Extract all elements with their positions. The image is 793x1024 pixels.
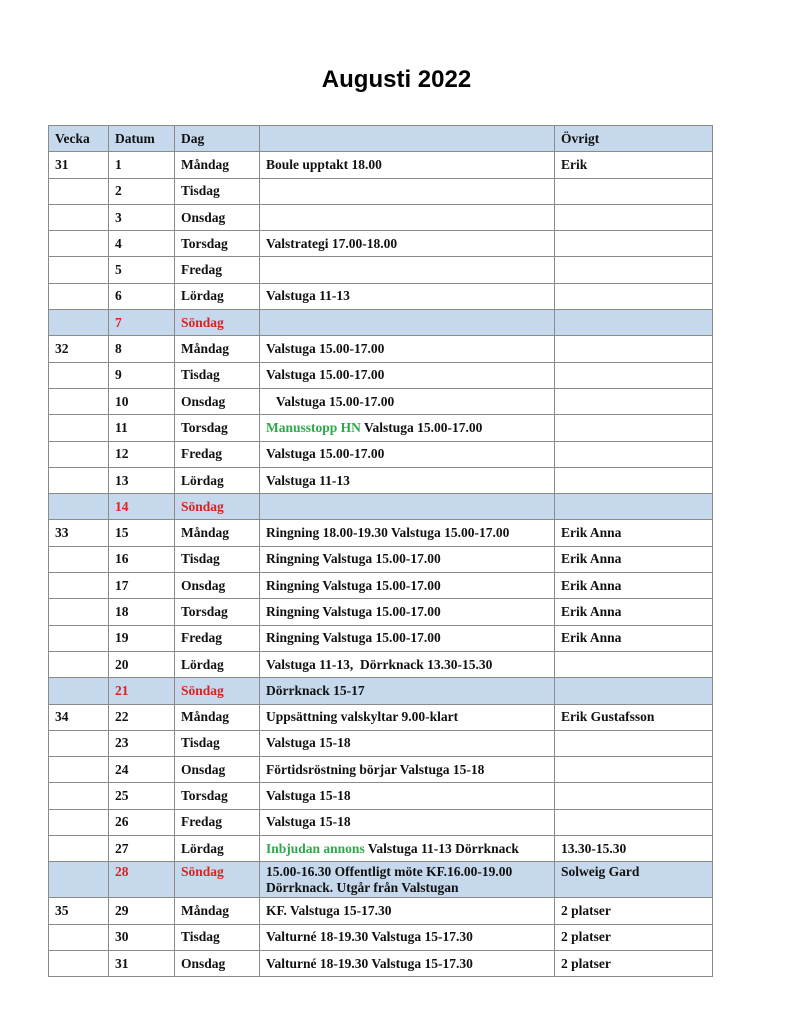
cell-activity <box>260 494 555 520</box>
cell-ovrigt <box>555 415 713 441</box>
table-row <box>49 204 713 230</box>
page-title: Augusti 2022 <box>321 66 472 93</box>
table-row <box>49 678 713 704</box>
cell-vecka <box>49 388 109 414</box>
cell-datum: 9 <box>109 362 175 388</box>
activity-text: Valstuga 15.00-17.00 <box>266 446 385 462</box>
cell-datum: 12 <box>109 441 175 467</box>
cell-dag: Fredag <box>175 809 260 835</box>
activity-text: Valstuga 15-18 <box>266 788 351 804</box>
activity-text: Valstuga 11-13, Dörrknack 13.30-15.30 <box>266 656 493 672</box>
cell-datum: 15 <box>109 520 175 546</box>
cell-dag: Torsdag <box>175 231 260 257</box>
cell-ovrigt <box>555 336 713 362</box>
cell-datum: 13 <box>109 467 175 493</box>
cell-dag: Torsdag <box>175 783 260 809</box>
table-row <box>49 441 713 467</box>
cell-activity <box>260 231 555 257</box>
cell-vecka <box>49 494 109 520</box>
cell-ovrigt <box>555 257 713 283</box>
cell-ovrigt <box>555 388 713 414</box>
cell-datum: 25 <box>109 783 175 809</box>
cell-dag: Fredag <box>175 441 260 467</box>
cell-vecka <box>49 467 109 493</box>
cell-activity <box>260 862 555 898</box>
cell-vecka: 35 <box>49 898 109 924</box>
activity-text: Ringning Valstuga 15.00-17.00 <box>266 603 441 619</box>
cell-datum: 21 <box>109 678 175 704</box>
cell-ovrigt <box>555 730 713 756</box>
cell-datum: 19 <box>109 625 175 651</box>
activity-text: Ringning Valstuga 15.00-17.00 <box>266 577 441 593</box>
cell-activity <box>260 546 555 572</box>
activity-text: KF. Valstuga 15-17.30 <box>266 902 392 918</box>
cell-ovrigt <box>555 678 713 704</box>
cell-dag: Lördag <box>175 651 260 677</box>
cell-datum: 8 <box>109 336 175 362</box>
table-row <box>49 283 713 309</box>
table-header-row <box>49 126 713 152</box>
cell-vecka <box>49 415 109 441</box>
cell-activity <box>260 809 555 835</box>
cell-activity <box>260 310 555 336</box>
cell-activity <box>260 573 555 599</box>
cell-vecka <box>49 257 109 283</box>
cell-vecka <box>49 283 109 309</box>
table-row <box>49 415 713 441</box>
cell-datum: 11 <box>109 415 175 441</box>
activity-text: Valstuga 15.00-17.00 <box>266 341 385 357</box>
header-ovrigt: Övrigt <box>555 126 713 152</box>
activity-text: Valturné 18-19.30 Valstuga 15-17.30 <box>266 955 473 971</box>
cell-ovrigt <box>555 783 713 809</box>
header-vecka: Vecka <box>49 126 109 152</box>
cell-ovrigt: Erik Anna <box>555 573 713 599</box>
cell-vecka <box>49 678 109 704</box>
table-row <box>49 336 713 362</box>
cell-dag: Torsdag <box>175 415 260 441</box>
cell-ovrigt: 2 platser <box>555 950 713 976</box>
cell-datum: 26 <box>109 809 175 835</box>
cell-activity <box>260 599 555 625</box>
cell-dag: Tisdag <box>175 924 260 950</box>
activity-text: Valstuga 15.00-17.00 <box>360 419 483 435</box>
table-row <box>49 704 713 730</box>
cell-dag: Tisdag <box>175 546 260 572</box>
cell-ovrigt <box>555 178 713 204</box>
cell-dag: Lördag <box>175 836 260 862</box>
cell-vecka: 31 <box>49 152 109 178</box>
activity-text: Förtidsröstning börjar Valstuga 15-18 <box>266 761 485 777</box>
table-row <box>49 388 713 414</box>
cell-vecka <box>49 757 109 783</box>
cell-vecka <box>49 730 109 756</box>
activity-text: Ringning Valstuga 15.00-17.00 <box>266 551 441 567</box>
table-row <box>49 178 713 204</box>
cell-ovrigt: 2 platser <box>555 898 713 924</box>
cell-datum: 16 <box>109 546 175 572</box>
cell-ovrigt <box>555 757 713 783</box>
cell-datum: 14 <box>109 494 175 520</box>
cell-vecka <box>49 231 109 257</box>
table-row <box>49 231 713 257</box>
cell-datum: 27 <box>109 836 175 862</box>
cell-activity <box>260 678 555 704</box>
cell-datum: 7 <box>109 310 175 336</box>
cell-datum: 31 <box>109 950 175 976</box>
activity-text: Valturné 18-19.30 Valstuga 15-17.30 <box>266 929 473 945</box>
cell-activity <box>260 950 555 976</box>
cell-ovrigt <box>555 310 713 336</box>
activity-text: Valstuga 11-13 <box>266 472 350 488</box>
table-row <box>49 625 713 651</box>
cell-ovrigt <box>555 231 713 257</box>
cell-vecka <box>49 362 109 388</box>
cell-activity <box>260 467 555 493</box>
cell-datum: 22 <box>109 704 175 730</box>
cell-ovrigt: Erik Gustafsson <box>555 704 713 730</box>
cell-datum: 10 <box>109 388 175 414</box>
cell-dag: Fredag <box>175 257 260 283</box>
cell-dag: Måndag <box>175 898 260 924</box>
table-row <box>49 520 713 546</box>
cell-ovrigt: Erik Anna <box>555 599 713 625</box>
table-row <box>49 950 713 976</box>
activity-indent <box>266 394 276 409</box>
cell-activity <box>260 924 555 950</box>
cell-dag: Söndag <box>175 678 260 704</box>
table-row <box>49 362 713 388</box>
cell-vecka: 32 <box>49 336 109 362</box>
cell-ovrigt: 2 platser <box>555 924 713 950</box>
calendar-body <box>49 152 713 977</box>
activity-text: 15.00-16.30 Offentligt möte KF.16.00-19.00 Dörrknack. Utgår från Valstugan <box>266 864 513 896</box>
cell-datum: 17 <box>109 573 175 599</box>
cell-datum: 23 <box>109 730 175 756</box>
cell-activity <box>260 898 555 924</box>
cell-datum: 4 <box>109 231 175 257</box>
cell-activity <box>260 730 555 756</box>
cell-activity <box>260 783 555 809</box>
cell-vecka <box>49 625 109 651</box>
cell-ovrigt: Erik Anna <box>555 520 713 546</box>
cell-activity <box>260 441 555 467</box>
cell-vecka <box>49 546 109 572</box>
cell-activity <box>260 625 555 651</box>
cell-dag: Måndag <box>175 152 260 178</box>
cell-datum: 28 <box>109 862 175 898</box>
cell-ovrigt <box>555 494 713 520</box>
cell-datum: 18 <box>109 599 175 625</box>
activity-text: Valstuga 11-13 <box>266 288 350 304</box>
cell-dag: Måndag <box>175 704 260 730</box>
cell-vecka <box>49 836 109 862</box>
table-row <box>49 836 713 862</box>
cell-vecka <box>49 178 109 204</box>
cell-datum: 29 <box>109 898 175 924</box>
cell-activity <box>260 336 555 362</box>
cell-vecka <box>49 809 109 835</box>
table-row <box>49 898 713 924</box>
cell-activity <box>260 178 555 204</box>
table-row <box>49 651 713 677</box>
cell-ovrigt: Erik Anna <box>555 546 713 572</box>
cell-dag: Tisdag <box>175 362 260 388</box>
activity-highlight: Manusstopp HN <box>266 419 361 435</box>
cell-activity <box>260 388 555 414</box>
activity-text: Valstuga 15-18 <box>266 814 351 830</box>
cell-ovrigt: Erik Anna <box>555 625 713 651</box>
cell-datum: 3 <box>109 204 175 230</box>
cell-activity <box>260 362 555 388</box>
activity-text: Ringning 18.00-19.30 Valstuga 15.00-17.00 <box>266 525 510 541</box>
activity-text: Valstuga 11-13 Dörrknack <box>364 840 519 856</box>
activity-text: Valstuga 15-18 <box>266 735 351 751</box>
table-row <box>49 809 713 835</box>
activity-text: Dörrknack 15-17 <box>266 682 365 698</box>
header-dag: Dag <box>175 126 260 152</box>
table-row <box>49 599 713 625</box>
cell-datum: 24 <box>109 757 175 783</box>
cell-ovrigt <box>555 441 713 467</box>
cell-activity <box>260 257 555 283</box>
cell-vecka <box>49 651 109 677</box>
cell-ovrigt: Erik <box>555 152 713 178</box>
header-aktivitet <box>260 126 555 152</box>
cell-dag: Måndag <box>175 520 260 546</box>
cell-dag: Lördag <box>175 467 260 493</box>
table-row <box>49 546 713 572</box>
cell-ovrigt <box>555 651 713 677</box>
cell-dag: Söndag <box>175 862 260 898</box>
cell-vecka <box>49 924 109 950</box>
cell-activity <box>260 704 555 730</box>
cell-datum: 30 <box>109 924 175 950</box>
table-row <box>49 783 713 809</box>
cell-vecka <box>49 310 109 336</box>
cell-dag: Onsdag <box>175 204 260 230</box>
cell-activity <box>260 204 555 230</box>
cell-datum: 1 <box>109 152 175 178</box>
cell-datum: 6 <box>109 283 175 309</box>
cell-vecka: 33 <box>49 520 109 546</box>
cell-dag: Söndag <box>175 310 260 336</box>
cell-dag: Onsdag <box>175 757 260 783</box>
cell-vecka <box>49 783 109 809</box>
cell-vecka <box>49 599 109 625</box>
activity-text: Uppsättning valskyltar 9.00-klart <box>266 709 459 725</box>
cell-vecka <box>49 441 109 467</box>
cell-ovrigt <box>555 283 713 309</box>
cell-activity <box>260 520 555 546</box>
cell-vecka <box>49 950 109 976</box>
cell-ovrigt: 13.30-15.30 <box>555 836 713 862</box>
cell-dag: Måndag <box>175 336 260 362</box>
cell-activity <box>260 283 555 309</box>
cell-dag: Onsdag <box>175 950 260 976</box>
cell-activity <box>260 152 555 178</box>
cell-dag: Torsdag <box>175 599 260 625</box>
cell-datum: 20 <box>109 651 175 677</box>
table-row <box>49 757 713 783</box>
cell-vecka <box>49 204 109 230</box>
cell-ovrigt <box>555 467 713 493</box>
table-row <box>49 257 713 283</box>
table-row <box>49 730 713 756</box>
header-datum: Datum <box>109 126 175 152</box>
cell-dag: Onsdag <box>175 388 260 414</box>
cell-activity <box>260 836 555 862</box>
cell-activity <box>260 757 555 783</box>
activity-text: Boule upptakt 18.00 <box>266 156 382 172</box>
cell-vecka <box>49 862 109 898</box>
activity-text: Valstrategi 17.00-18.00 <box>266 235 398 251</box>
cell-ovrigt <box>555 809 713 835</box>
cell-ovrigt: Solweig Gard <box>555 862 713 898</box>
activity-highlight: Inbjudan annons <box>266 840 365 856</box>
cell-dag: Lördag <box>175 283 260 309</box>
cell-dag: Fredag <box>175 625 260 651</box>
activity-text: Valstuga 15.00-17.00 <box>275 393 395 409</box>
table-row <box>49 573 713 599</box>
cell-ovrigt <box>555 362 713 388</box>
cell-activity <box>260 415 555 441</box>
cell-ovrigt <box>555 204 713 230</box>
table-row <box>49 152 713 178</box>
cell-dag: Tisdag <box>175 178 260 204</box>
table-row <box>49 924 713 950</box>
activity-text: Valstuga 15.00-17.00 <box>266 367 385 383</box>
cell-activity <box>260 651 555 677</box>
cell-vecka: 34 <box>49 704 109 730</box>
calendar-table <box>48 125 713 977</box>
table-row <box>49 310 713 336</box>
cell-dag: Söndag <box>175 494 260 520</box>
cell-dag: Tisdag <box>175 730 260 756</box>
table-row <box>49 494 713 520</box>
cell-datum: 5 <box>109 257 175 283</box>
table-row <box>49 467 713 493</box>
cell-dag: Onsdag <box>175 573 260 599</box>
activity-text: Ringning Valstuga 15.00-17.00 <box>266 630 441 646</box>
cell-datum: 2 <box>109 178 175 204</box>
table-row <box>49 862 713 898</box>
cell-vecka <box>49 573 109 599</box>
